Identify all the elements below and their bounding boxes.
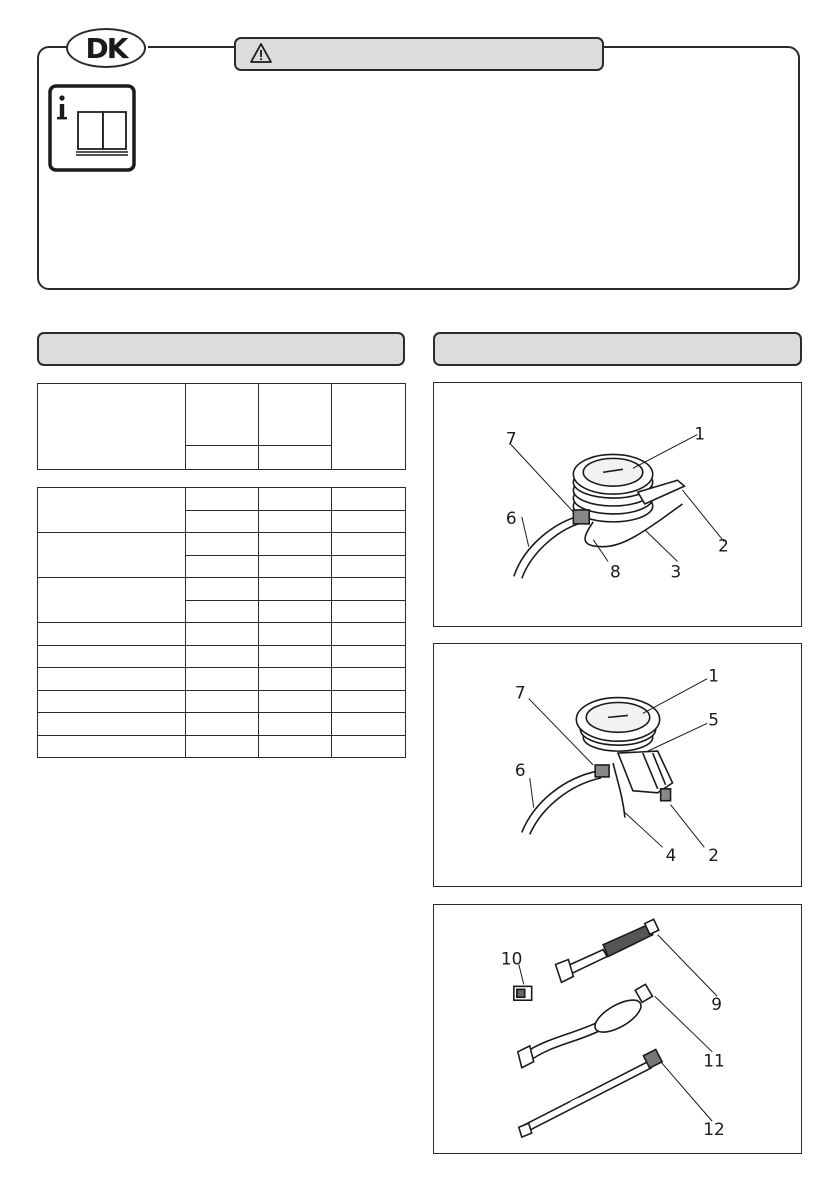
table-cell [332,735,406,758]
figure-accessories [433,904,802,1154]
table-cell [259,713,332,736]
table-cell [186,735,259,758]
table-cell [332,555,406,578]
figure-accessories-drawing [434,905,801,1153]
badge-connector-line [148,46,234,48]
warning-frame [37,46,800,290]
table-cell [186,713,259,736]
callout-label: 7 [505,428,517,449]
table-row [38,533,406,556]
table-cell [259,668,332,691]
table-cell [38,533,186,578]
table-cell [332,668,406,691]
table-cell [186,645,259,668]
table-cell [38,488,186,533]
figure-gauge-clip-drawing [434,383,801,626]
spec-header-cell [186,384,259,446]
table-cell [259,488,332,511]
table-row [38,578,406,601]
table-cell [332,690,406,713]
table-cell [332,600,406,623]
table-row [38,623,406,646]
specifications-header-bar [37,332,405,366]
table-cell [186,668,259,691]
spec-table-body [37,487,406,758]
callout-label: 2 [718,535,729,556]
callout-label: 7 [514,682,526,703]
table-cell [332,713,406,736]
warning-title-bar [234,37,604,71]
table-cell [332,623,406,646]
figure-gauge-clip [433,382,802,627]
table-cell [332,533,406,556]
callout-label: 11 [703,1050,725,1071]
table-row [38,488,406,511]
table-cell [186,623,259,646]
table-cell [186,600,259,623]
callout-label: 2 [708,845,719,866]
table-cell [259,600,332,623]
table-cell [259,623,332,646]
info-book-icon [48,84,136,172]
table-cell [259,533,332,556]
spec-header-cell [186,446,259,470]
table-cell [332,578,406,601]
callout-label: 1 [708,665,719,686]
table-cell [38,645,186,668]
table-cell [259,735,332,758]
description-header-bar [433,332,802,366]
table-cell [38,623,186,646]
table-cell [332,510,406,533]
table-cell [259,510,332,533]
table-row [38,735,406,758]
spec-table-header [37,383,406,470]
callout-label: 1 [694,423,706,444]
callout-label: 6 [505,507,517,528]
table-row [38,690,406,713]
callout-label: 10 [500,948,523,969]
table-row [38,713,406,736]
country-badge [66,28,146,68]
table-cell [186,690,259,713]
callout-label: 9 [711,994,722,1015]
callout-label: 6 [514,759,526,780]
table-cell [38,668,186,691]
table-cell [259,555,332,578]
callout-label: 12 [703,1119,725,1140]
figure-gauge-pistol-drawing [434,644,801,886]
spec-header-cell [332,384,406,470]
table-cell [38,713,186,736]
figure-gauge-pistol [433,643,802,887]
table-cell [186,555,259,578]
spec-header-cell [38,384,186,470]
spec-header-cell [259,446,332,470]
table-row [38,668,406,691]
callout-label: 5 [708,709,719,730]
table-cell [186,533,259,556]
table-cell [38,578,186,623]
warning-triangle-icon [250,42,272,64]
table-cell [332,645,406,668]
table-cell [186,488,259,511]
table-cell [38,735,186,758]
table-cell [186,510,259,533]
table-cell [259,578,332,601]
table-cell [259,645,332,668]
table-row [38,645,406,668]
callout-label: 4 [665,845,677,866]
callout-label: 8 [610,561,621,582]
table-cell [259,690,332,713]
table-cell [332,488,406,511]
country-code: DK [85,31,127,65]
table-cell [38,690,186,713]
callout-label: 3 [670,561,682,582]
spec-header-cell [259,384,332,446]
table-cell [186,578,259,601]
